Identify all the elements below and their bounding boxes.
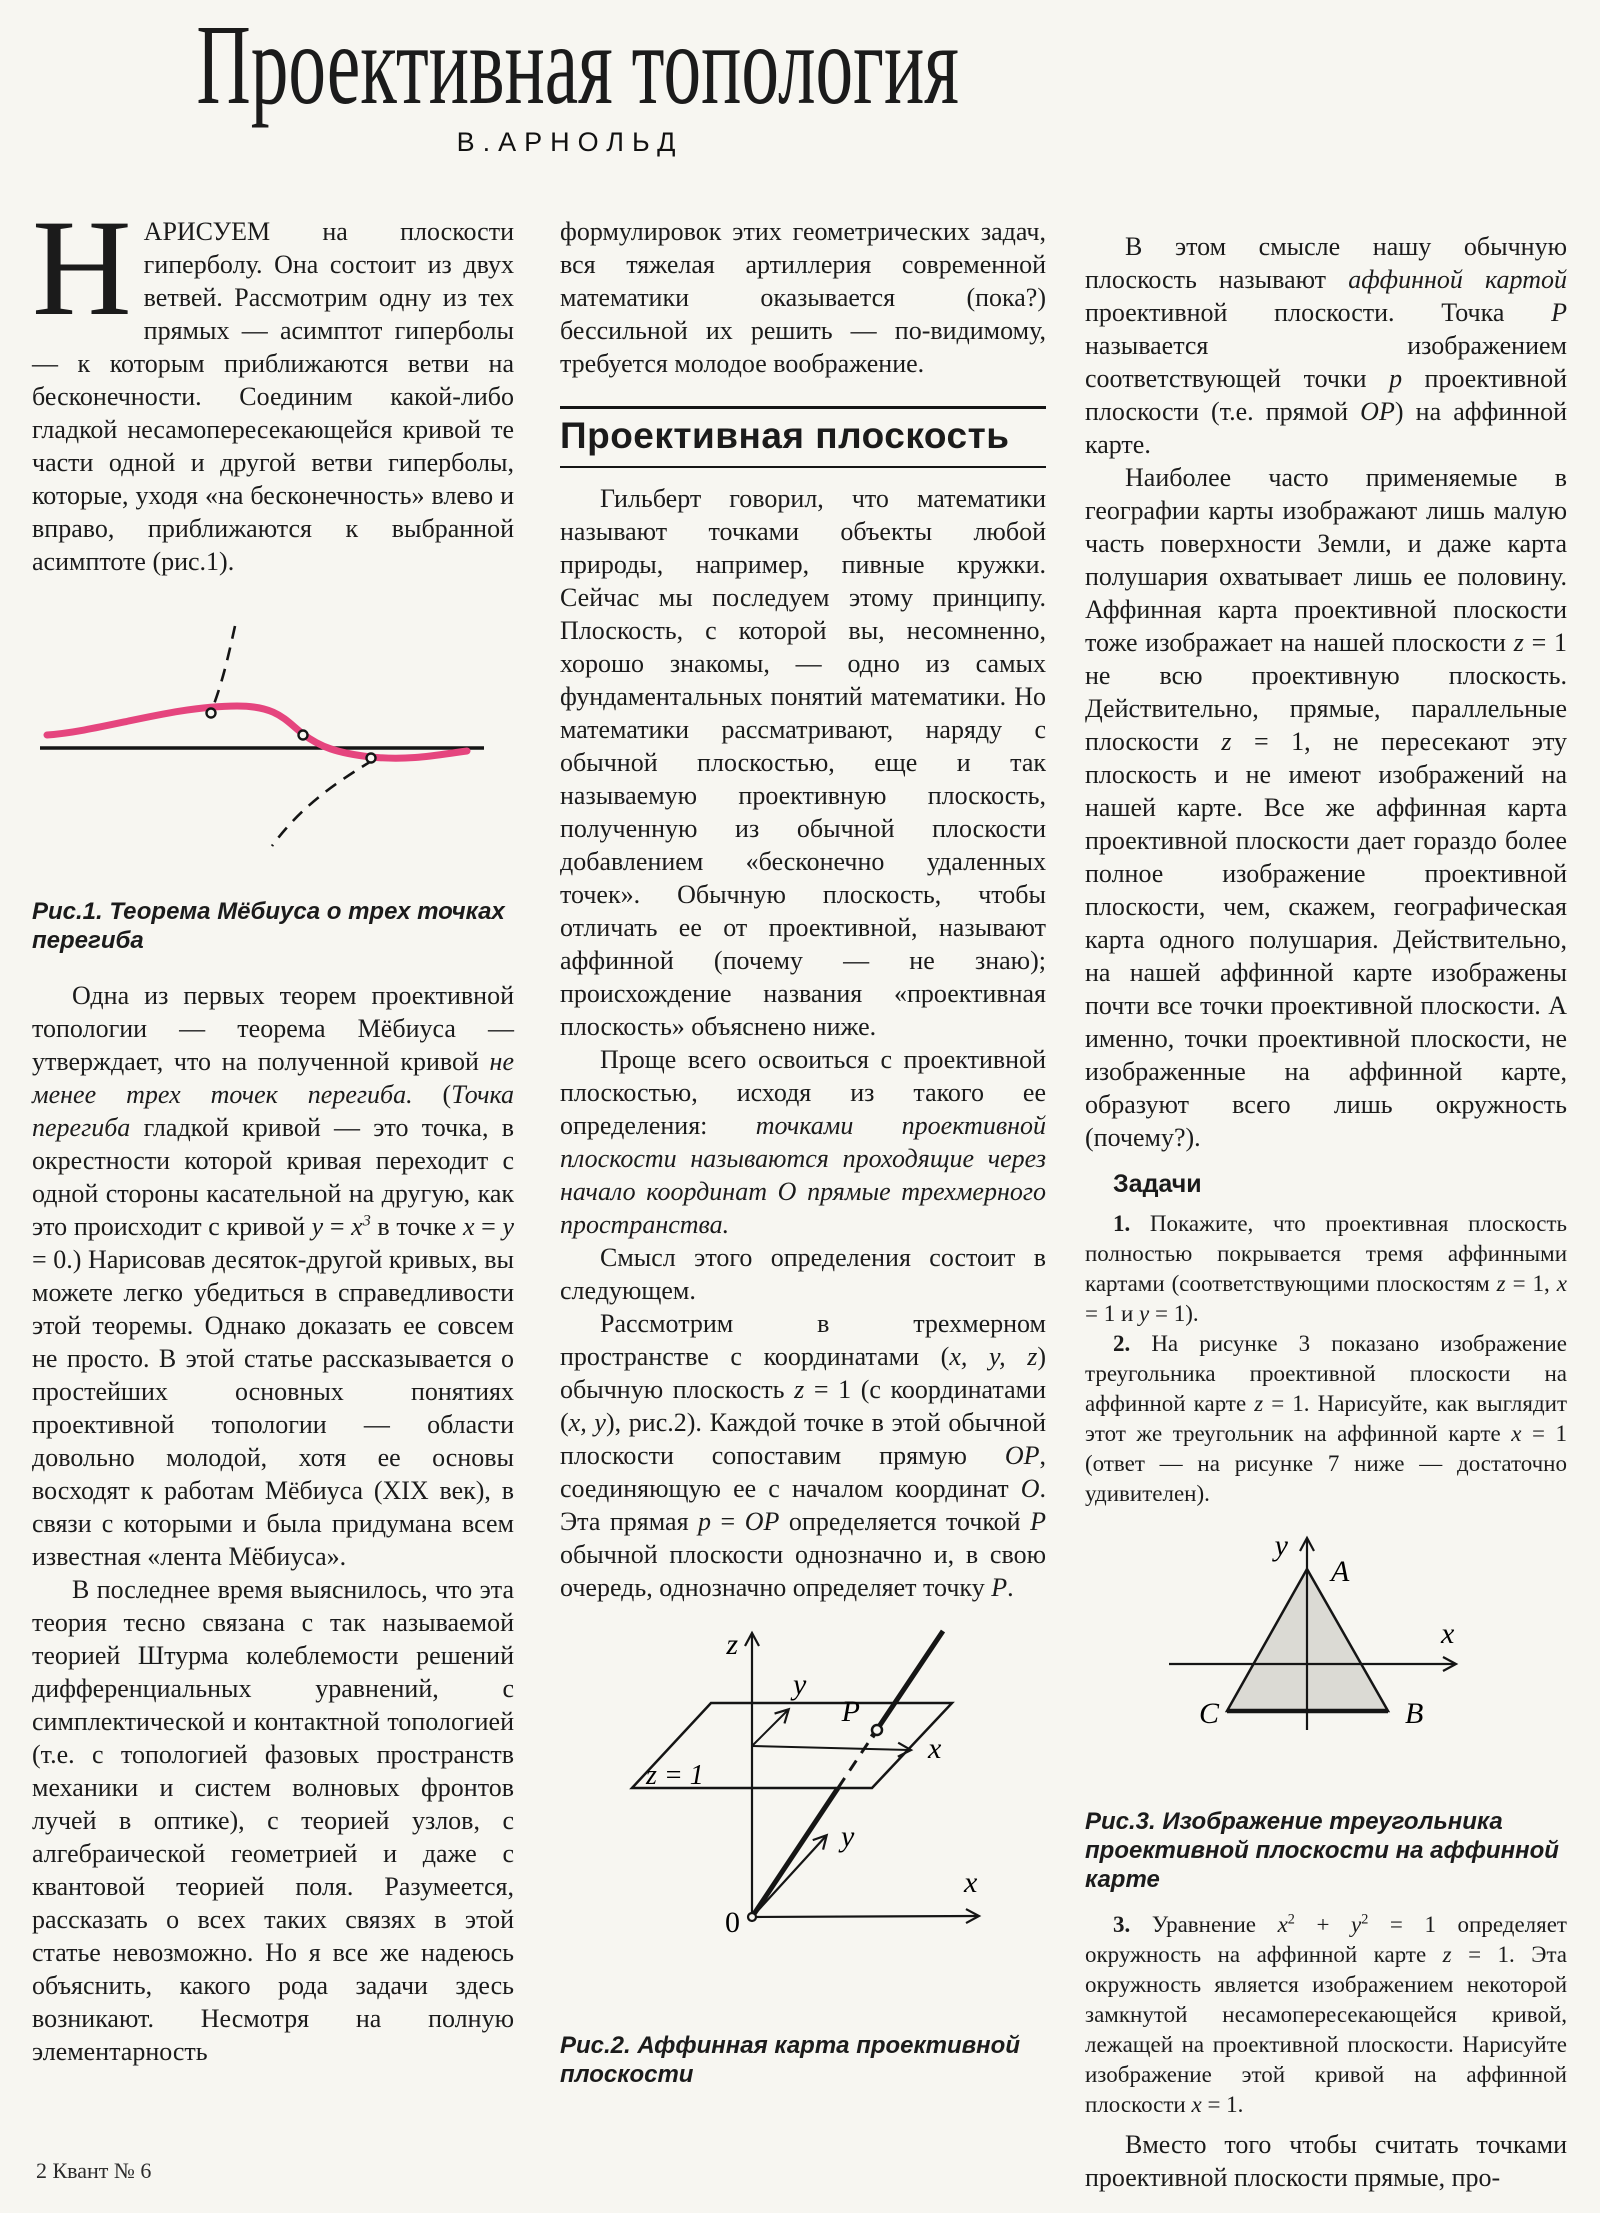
paragraph: Гильберт говорил, что математики называют точками объекты любой природы, например, пивные кружки. Сейчас мы последуем этому принципу. Плоскость, с которой вы, несомненно, хорошо знакомы, — одно из самых фундаментальных понятий математики. Но математики рассматривают, наряду с обычной плоскостью, еще и так называемую проективную плоскость, полученную из обычной плоскости добавлением «бесконечно удаленных точек». Обычную плоскость, чтобы отличать ее от проективной, называют аффинной (почему — не знаю); происхождение названия «проективная плоскость» объяснено ниже. [560, 483, 1046, 1041]
figure-2 [560, 1622, 1046, 2089]
printers-mark: 2 Квант № 6 [36, 2158, 152, 2183]
article-author: В.АРНОЛЬД [456, 126, 684, 157]
origin-point [748, 1913, 756, 1921]
paragraph: Наиболее часто применяемые в географии карты изображают лишь малую часть поверхности Земли, и даже карта полушария охватывает лишь ее половину. Аффинная карта проективной плоскости тоже изображает на нашей плоскости z = 1 не всю проективную плоскость. Действительно, прямые, параллельные плоскости z = 1, не пересекают эту плоскость и не имеют изображений на нашей карте. Все же аффинная карта проективной плоскости дает гораздо более полное изображение проективной плоскости, чем, скажем, географическая карта одного полушария. Действительно, на нашей аффинной карте изображены почти все точки проективной плоскости. А именно, точки проективной плоскости, не изображенные на аффинной карте, образуют всего лишь окружность (почему?). [1085, 463, 1567, 1152]
x-axis-label: x [1441, 1617, 1455, 1650]
projection-line-lower [752, 1788, 838, 1917]
figure-3-caption: Рис.3. Изображение треугольника проективной плоскости на аффинной карте [1085, 1808, 1559, 1893]
hyperbola-branch-upper [211, 626, 235, 712]
paragraph: формулировок этих геометрических задач, вся тяжелая артиллерия современной математики оказывается (пока?) бессильной их решить — по-видимому, требуется молодое воображение. [560, 217, 1046, 378]
figure-2-caption: Рис.2. Аффинная карта проективной плоскости [560, 2031, 1020, 2088]
column-3 [1085, 215, 1567, 2194]
figure-3-drawing [1085, 1523, 1567, 1793]
plane-x-label: x [928, 1731, 942, 1765]
z-axis-label: z [726, 1627, 738, 1661]
paragraph: Вместо того чтобы считать точками проективной плоскости прямые, про- [1085, 2130, 1567, 2192]
y-axis-label: y [1274, 1529, 1288, 1562]
paragraph-intro [32, 191, 514, 578]
paragraph: Проще всего освоиться с проективной плоскостью, исходя из такого ее определения: точками проективной плоскости называются проходящие через начало координат О прямые трехмерного пространства. [560, 1044, 1046, 1239]
origin-label: 0 [725, 1905, 740, 1939]
paragraph: Одна из первых теорем проективной топологии — теорема Мёбиуса — утверждает, что на полученной кривой не менее трех точек перегиба. (Точка перегиба гладкой кривой — это точка, в окрестности которой кривая переходит с одной стороны касательной на другую, как это происходит с кривой $y = x^3$ в точке x = y = 0.) Нарисовав десяток-другой кривых, вы можете легко убедиться в справедливости этой теоремы. Однако доказать ее совсем не просто. В этой статье рассказывается о простейших основных понятиях проективной топологии — области довольно молодой, хотя ее основы восходят к работам Мёбиуса (XIX век), в связи с которыми и была придумана всем известная «лента Мёбиуса». [32, 981, 514, 1571]
smooth-curve [47, 706, 467, 758]
vertex-C-label: C [1198, 1697, 1219, 1730]
plane-y-axis [752, 1710, 788, 1746]
figure-2-drawing [560, 1622, 1042, 2017]
paragraph: Смысл этого определения состоит в следующем. [560, 1242, 1046, 1305]
figure-1 [32, 588, 514, 955]
task-item-3: 3. Уравнение $x^2 + y^2 = 1$ определяет окружность на аффинной карте z = 1. Эта окружность является изображением некоторой замкнутой несамопересекающейся кривой, лежащей на проективной плоскости. Нарисуйте изображение этой кривой на аффинной плоскости x = 1. [1085, 1911, 1567, 2117]
y-axis-label: y [841, 1819, 855, 1853]
task-item-2: 2. На рисунке 3 показано изображение треугольника проективной плоскости на аффинной карте z = 1. Нарисуйте, как выглядит этот же треугольник на аффинной карте x = 1 (ответ — на рисунке 7 ниже — достаточно удивителен). [1085, 1331, 1568, 1506]
inflection-point [207, 709, 216, 718]
paragraph: В последнее время выяснилось, что эта теория тесно связана с так называемой теорией Штурма колеблемости решений дифференциальных уравнений, с симплектической и контактной топологией (т.е. с топологией фазовых пространств механики и систем волновых фронтов лучей в оптике), с теорией узлов, с алгебраической геометрией и даже с квантовой теорией поля. Разумеется, рассказать о всех таких связях в этой статье невозможно. Но я все же надеюсь объяснить, какого рода задачи здесь возникают. Несмотря на полную элементарность [32, 1575, 514, 2066]
inflection-point [367, 754, 376, 763]
section-heading-block [560, 406, 1046, 468]
paragraph: В этом смысле нашу обычную плоскость называют аффинной картой проективной плоскости. Точка P называется изображением соответствующей точки p проективной плоскости (т.е. прямой OP) на аффинной карте. [1085, 232, 1567, 459]
column-1 [32, 191, 514, 2068]
vertex-A-label: A [1331, 1555, 1350, 1588]
plane-y-label: y [793, 1667, 807, 1701]
paragraph: Рассмотрим в трехмерном пространстве с координатами (x, y, z) обычную плоскость z = 1 (с координатами (x, y), рис.2). Каждой точке в этой обычной плоскости сопоставим прямую OP, соединяющую ее с началом координат O. Эта прямая p = OP определяется точкой P обычной плоскости однозначно и, в свою очередь, однозначно определяет точку P. [560, 1308, 1047, 1602]
inflection-point [299, 731, 308, 740]
point-P [872, 1725, 882, 1735]
projection-line-upper [872, 1631, 943, 1737]
article-title: Проективная топология [196, 1, 959, 128]
figure-1-caption: Рис.1. Теорема Мёбиуса о трех точках перегиба [32, 898, 505, 954]
tasks-heading: Задачи [1113, 1170, 1202, 1198]
vertex-B-label: B [1405, 1697, 1424, 1730]
paragraph-text: АРИСУЕМ на плоскости гиперболу. Она состоит из двух ветвей. Рассмотрим одну из тех прямых — асимптот гиперболы — к которым приближаются ветви на бесконечности. Соединим какой-либо гладкой несамопересекающейся кривой те части одной и другой ветви гиперболы, которые, уходя «на бесконечность» влево и вправо, приближаются к выбранной асимптоте (рис.1). [32, 217, 514, 576]
x-axis-label: x [964, 1865, 978, 1899]
drop-cap: Н [32, 191, 132, 344]
section-heading: Проективная плоскость [560, 415, 1010, 456]
task-item-1: 1. Покажите, что проективная плоскость полностью покрывается тремя аффинными картами (соответствующими плоскостям z = 1, x = 1 и y = 1). [1085, 1211, 1567, 1326]
plane-x-axis [752, 1746, 910, 1750]
plane-equation-label: z = 1 [646, 1759, 704, 1791]
figure-1-drawing [32, 588, 514, 883]
x-axis [752, 1916, 978, 1917]
point-P-label: P [841, 1694, 860, 1728]
article-header [0, 1, 1140, 158]
column-2 [560, 215, 1046, 2113]
figure-3 [1085, 1523, 1567, 1894]
hyperbola-branch-lower [272, 760, 373, 846]
y-axis [752, 1836, 826, 1917]
projection-line-hidden [838, 1737, 872, 1788]
